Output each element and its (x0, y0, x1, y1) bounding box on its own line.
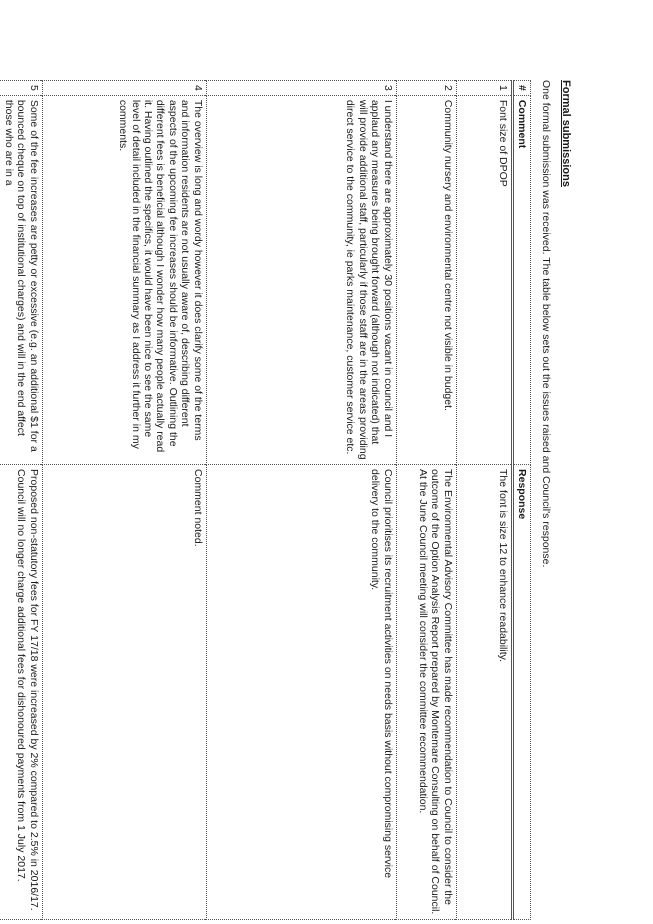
intro-paragraph: One formal submission was received. The table below sets out the issues raised and Council's response. (540, 80, 552, 568)
page-content (0, 80, 573, 920)
header-comment: Comment (512, 95, 530, 464)
row-number: 3 (206, 81, 396, 96)
row-number: 2 (396, 81, 456, 96)
table-row (42, 81, 206, 920)
row-comment: The overview is long and wordy however it does clarify some of the terms and information residents are not usually aware of, describing different aspects of the upcoming fee increases should be informative. Outlining the different fees is beneficial although I wonder how many people actually read it. Having outlined the specifics, it would have been nice to see the same level of detail included in the financial summary as I address it further in my comments. (42, 95, 206, 464)
row-comment: Font size of DPOP (456, 95, 512, 464)
row-comment: Some of the fee increases are petty or excessive (e.g. an additional $1 for a bounced cheque on top of institutional charges) and will in the end affect those who are in a (0, 95, 42, 464)
row-number: 5 (0, 81, 42, 96)
table-row (396, 81, 456, 920)
table-row (206, 81, 396, 920)
row-number: 4 (42, 81, 206, 96)
table-row (456, 81, 512, 920)
table-row (0, 81, 42, 920)
row-response: Proposed non-statutory fees for FY 17/18 were increased by 2% compared to 2.5% in 2016/17. Council will no longer charge additional fees for dishonoured payments from 1 July 2017. (0, 465, 42, 920)
row-comment: I understand there are approximately 30 positions vacant in council and I applaud any measures being brought forward (although not indicated) that will provide additional staff, particularly if those staff are in the areas providing direct service to the community, ie parks maintenance, customer service etc. (206, 95, 396, 464)
table-header-row (512, 81, 530, 920)
row-response: The font is size 12 to enhance readability. (456, 465, 512, 920)
row-number: 1 (456, 81, 512, 96)
row-response: The Environmental Advisory Committee has made recommendation to Council to consider the outcome of the Option Analysis Report prepared by Montemare Consulting on behalf of Council. At the June Council meeting will consider the committee recommendation. (396, 465, 456, 920)
header-number: # (512, 81, 530, 96)
section-heading: Formal submissions (560, 80, 572, 187)
submissions-table (0, 80, 531, 920)
row-comment: Community nursery and environmental centre not visible in budget. (396, 95, 456, 464)
row-response: Council prioritises its recruitment activities on needs basis without compromising service delivery to the community. (206, 465, 396, 920)
header-response: Response (512, 465, 530, 920)
row-response: Comment noted. (42, 465, 206, 920)
